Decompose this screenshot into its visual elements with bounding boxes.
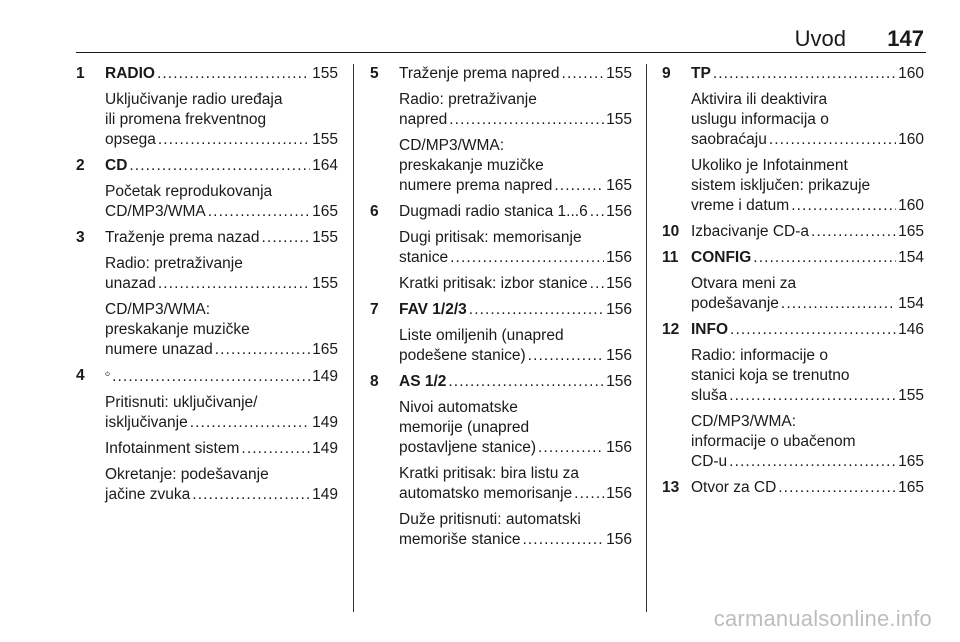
index-entry xyxy=(662,222,924,242)
page-reference[interactable]: 165 xyxy=(606,177,632,194)
entry-text: Duže pritisnuti: automatski xyxy=(399,511,581,528)
entry-number: 8 xyxy=(370,373,379,390)
entry-text: Izbacivanje CD-a xyxy=(691,223,810,240)
entry-text: Pritisnuti: uključivanje/ xyxy=(105,394,258,411)
index-line xyxy=(691,248,924,268)
index-line xyxy=(691,320,924,340)
entry-text: CD/MP3/WMA: xyxy=(399,137,505,154)
entry-text: Radio: pretraživanje xyxy=(105,255,243,272)
entry-text: Dugi pritisak: memorisanje xyxy=(399,229,582,246)
entry-number: 2 xyxy=(76,157,85,174)
index-line xyxy=(399,464,632,484)
page-reference[interactable]: 156 xyxy=(606,531,632,548)
index-line xyxy=(105,465,338,485)
index-line xyxy=(105,340,338,360)
entry-text: informacije o ubačenom xyxy=(691,433,856,450)
page-reference[interactable]: 155 xyxy=(312,65,338,82)
index-entry xyxy=(662,248,924,314)
sub-entry xyxy=(370,90,632,130)
page-reference[interactable]: 155 xyxy=(606,111,632,128)
index-entry xyxy=(76,64,338,150)
index-line xyxy=(399,300,632,320)
dot-leader xyxy=(190,413,310,433)
page-reference[interactable]: 160 xyxy=(898,197,924,214)
index-entry xyxy=(370,372,632,550)
page-reference[interactable]: 156 xyxy=(606,373,632,390)
index-line xyxy=(399,176,632,196)
index-line xyxy=(691,346,924,366)
entry-text: Aktivira ili deaktivira xyxy=(691,91,828,108)
entry-text: vreme i datum xyxy=(691,197,790,214)
index-line xyxy=(105,485,338,505)
index-line xyxy=(105,366,338,387)
entry-text: stanici koja se trenutno xyxy=(691,367,850,384)
index-line xyxy=(691,294,924,314)
dot-leader xyxy=(590,274,604,294)
entry-text: Početak reprodukovanja xyxy=(105,183,273,200)
section-title: Uvod xyxy=(794,26,846,51)
column-divider xyxy=(646,64,647,612)
index-line xyxy=(691,412,924,432)
index-line xyxy=(399,372,632,392)
page-reference[interactable]: 156 xyxy=(606,275,632,292)
entry-number: 4 xyxy=(76,367,85,384)
page-reference[interactable]: 155 xyxy=(312,275,338,292)
dot-leader xyxy=(769,130,896,150)
entry-number: 12 xyxy=(662,321,680,338)
index-line xyxy=(691,222,924,242)
index-line xyxy=(691,176,924,196)
entry-text: unazad xyxy=(105,275,156,292)
page-reference[interactable]: 156 xyxy=(606,347,632,364)
entry-number: 9 xyxy=(662,65,671,82)
sub-entry xyxy=(370,274,632,294)
index-entry xyxy=(662,478,924,498)
page-reference[interactable]: 156 xyxy=(606,439,632,456)
index-line xyxy=(691,110,924,130)
index-line xyxy=(399,136,632,156)
entry-number: 1 xyxy=(76,65,85,82)
entry-text: Nivoi automatske xyxy=(399,399,518,416)
dot-leader xyxy=(450,248,604,268)
column-2 xyxy=(370,64,632,550)
entry-text: numere prema napred xyxy=(399,177,553,194)
entry-text: TP xyxy=(691,65,711,82)
dot-leader xyxy=(562,64,605,84)
entry-text: sistem isključen: prikazuje xyxy=(691,177,871,194)
index-line xyxy=(105,156,338,176)
dot-leader xyxy=(729,452,896,472)
index-entry xyxy=(662,320,924,472)
page-reference[interactable]: 149 xyxy=(312,414,338,431)
entry-number: 6 xyxy=(370,203,379,220)
index-line xyxy=(691,274,924,294)
entry-number: 13 xyxy=(662,479,680,496)
dot-leader xyxy=(811,222,896,242)
page-reference[interactable]: 155 xyxy=(312,229,338,246)
entry-text: memorije (unapred xyxy=(399,419,530,436)
index-line xyxy=(691,196,924,216)
index-line xyxy=(399,156,632,176)
entry-text: Dugmadi radio stanica 1...6 xyxy=(399,203,588,220)
entry-text: stanice xyxy=(399,249,449,266)
dot-leader xyxy=(528,346,604,366)
entry-text: FAV 1/2/3 xyxy=(399,301,467,318)
column-3 xyxy=(662,64,924,498)
entry-text: ili promena frekventnog xyxy=(105,111,267,128)
page-reference[interactable]: 154 xyxy=(898,295,924,312)
sub-entry xyxy=(370,326,632,366)
sub-entry xyxy=(370,510,632,550)
entry-text: Traženje prema napred xyxy=(399,65,560,82)
index-entry xyxy=(370,202,632,294)
index-line xyxy=(399,202,632,222)
entry-text: CD-u xyxy=(691,453,728,470)
entry-text: numere unazad xyxy=(105,341,213,358)
index-line xyxy=(105,300,338,320)
index-line xyxy=(399,510,632,530)
entry-text: Kratki pritisak: bira listu za xyxy=(399,465,580,482)
sub-entry xyxy=(662,346,924,406)
index-line xyxy=(399,418,632,438)
dot-leader xyxy=(158,274,310,294)
sub-entry xyxy=(76,393,338,433)
page-reference[interactable]: 165 xyxy=(898,453,924,470)
sub-entry xyxy=(662,412,924,472)
index-line xyxy=(399,248,632,268)
entry-text: Otvor za CD xyxy=(691,479,777,496)
dot-leader xyxy=(791,196,896,216)
page-reference[interactable]: 156 xyxy=(606,249,632,266)
index-line xyxy=(399,326,632,346)
entry-text: CD/MP3/WMA: xyxy=(105,301,211,318)
page-reference[interactable]: 156 xyxy=(606,301,632,318)
index-line xyxy=(105,64,338,84)
entry-text: Infotainment sistem xyxy=(105,440,240,457)
sub-entry xyxy=(662,274,924,314)
page-reference[interactable]: 156 xyxy=(606,203,632,220)
sub-entry xyxy=(370,228,632,268)
entry-text: uslugu informacija o xyxy=(691,111,829,128)
index-line xyxy=(691,478,924,498)
page-reference[interactable]: 155 xyxy=(312,131,338,148)
index-line xyxy=(691,156,924,176)
dot-leader xyxy=(208,202,310,222)
dot-leader xyxy=(262,228,311,248)
index-line xyxy=(691,366,924,386)
sub-entry xyxy=(662,156,924,216)
sub-entry xyxy=(76,300,338,360)
dot-leader xyxy=(522,530,604,550)
index-line xyxy=(399,484,632,504)
sub-entry xyxy=(76,465,338,505)
dot-leader xyxy=(730,320,896,340)
entry-text: INFO xyxy=(691,321,729,338)
sub-entry xyxy=(662,90,924,150)
index-line xyxy=(691,130,924,150)
page-number: 147 xyxy=(887,26,924,51)
page-reference[interactable]: 164 xyxy=(312,157,338,174)
page-reference[interactable]: 155 xyxy=(898,387,924,404)
index-line xyxy=(399,64,632,84)
entry-text: Radio: informacije o xyxy=(691,347,828,364)
entry-number: 5 xyxy=(370,65,379,82)
power-icon xyxy=(105,366,110,381)
page-reference[interactable]: 165 xyxy=(312,341,338,358)
entry-text: preskakanje muzičke xyxy=(399,157,544,174)
dot-leader xyxy=(590,202,604,222)
index-entry xyxy=(76,366,338,505)
index-line xyxy=(399,530,632,550)
page-reference[interactable]: 165 xyxy=(898,223,924,240)
dot-leader xyxy=(129,156,310,176)
dot-leader xyxy=(469,300,604,320)
dot-leader xyxy=(554,176,604,196)
entry-text: sluša xyxy=(691,387,728,404)
index-line xyxy=(399,110,632,130)
entry-text: Okretanje: podešavanje xyxy=(105,466,269,483)
sub-entry xyxy=(370,398,632,458)
entry-text: Uključivanje radio uređaja xyxy=(105,91,283,108)
index-line xyxy=(105,90,338,110)
index-line xyxy=(105,439,338,459)
entry-text: automatsko memorisanje xyxy=(399,485,573,502)
index-line xyxy=(691,386,924,406)
index-line xyxy=(105,413,338,433)
index-line xyxy=(399,90,632,110)
index-line xyxy=(105,320,338,340)
entry-number: 10 xyxy=(662,223,680,240)
index-line xyxy=(691,90,924,110)
page-reference[interactable]: 155 xyxy=(606,65,632,82)
index-line xyxy=(105,274,338,294)
dot-leader xyxy=(574,484,604,504)
sub-entry xyxy=(76,182,338,222)
page-reference[interactable]: 160 xyxy=(898,131,924,148)
index-line xyxy=(105,254,338,274)
entry-text: postavljene stanice) xyxy=(399,439,536,456)
sub-entry xyxy=(370,464,632,504)
index-line xyxy=(691,432,924,452)
index-entry xyxy=(76,228,338,360)
index-entry xyxy=(662,64,924,216)
index-line xyxy=(399,346,632,366)
dot-leader xyxy=(215,340,310,360)
entry-text: CD/MP3/WMA: xyxy=(691,413,797,430)
index-line xyxy=(105,110,338,130)
index-entry xyxy=(370,300,632,366)
index-line xyxy=(399,274,632,294)
dot-leader xyxy=(781,294,896,314)
entry-text: CD/MP3/WMA xyxy=(105,203,206,220)
entry-text: podešavanje xyxy=(691,295,779,312)
entry-text: Traženje prema nazad xyxy=(105,229,260,246)
dot-leader xyxy=(778,478,896,498)
dot-leader xyxy=(449,110,604,130)
dot-leader xyxy=(538,438,604,458)
page-reference[interactable]: 149 xyxy=(312,486,338,503)
page-reference[interactable]: 149 xyxy=(312,368,338,385)
dot-leader xyxy=(729,386,896,406)
dot-leader xyxy=(713,64,896,84)
dot-leader xyxy=(753,248,896,268)
entry-text: Radio: pretraživanje xyxy=(399,91,537,108)
index-line xyxy=(691,64,924,84)
column-1 xyxy=(76,64,338,505)
dot-leader xyxy=(112,367,310,387)
entry-text: Otvara meni za xyxy=(691,275,797,292)
entry-text: napred xyxy=(399,111,448,128)
index-line xyxy=(691,452,924,472)
dot-leader xyxy=(241,439,310,459)
index-line xyxy=(399,398,632,418)
entry-text: Liste omiljenih (unapred xyxy=(399,327,564,344)
dot-leader xyxy=(192,485,310,505)
page-reference[interactable]: 160 xyxy=(898,65,924,82)
dot-leader xyxy=(158,130,310,150)
dot-leader xyxy=(448,372,604,392)
page-header xyxy=(76,22,926,53)
entry-text: RADIO xyxy=(105,65,155,82)
sub-entry xyxy=(76,90,338,150)
index-line xyxy=(105,130,338,150)
entry-text: memoriše stanice xyxy=(399,531,521,548)
page-reference[interactable]: 156 xyxy=(606,485,632,502)
page-reference[interactable]: 154 xyxy=(898,249,924,266)
entry-number: 7 xyxy=(370,301,379,318)
index-line xyxy=(105,182,338,202)
sub-entry xyxy=(76,254,338,294)
page-reference[interactable]: 149 xyxy=(312,440,338,457)
entry-number: 3 xyxy=(76,229,85,246)
entry-text: jačine zvuka xyxy=(105,486,191,503)
entry-text: preskakanje muzičke xyxy=(105,321,250,338)
entry-text: Kratki pritisak: izbor stanice xyxy=(399,275,588,292)
watermark: carmanualsonline.info xyxy=(713,606,932,631)
index-line xyxy=(105,202,338,222)
index-line xyxy=(105,393,338,413)
entry-text: podešene stanice) xyxy=(399,347,526,364)
sub-entry xyxy=(370,136,632,196)
entry-text: CD xyxy=(105,157,128,174)
entry-number: 11 xyxy=(662,249,679,266)
page-reference[interactable]: 165 xyxy=(312,203,338,220)
index-line xyxy=(399,438,632,458)
dot-leader xyxy=(157,64,310,84)
entry-text: Ukoliko je Infotainment xyxy=(691,157,848,174)
page-reference[interactable]: 165 xyxy=(898,479,924,496)
sub-entry xyxy=(76,439,338,459)
index-line xyxy=(105,228,338,248)
column-divider xyxy=(353,64,354,612)
page-reference[interactable]: 146 xyxy=(898,321,924,338)
entry-text: CONFIG xyxy=(691,249,752,266)
index-entry xyxy=(76,156,338,222)
entry-text: AS 1/2 xyxy=(399,373,447,390)
entry-text: saobraćaju xyxy=(691,131,767,148)
entry-text: opsega xyxy=(105,131,156,148)
index-line xyxy=(399,228,632,248)
index-entry xyxy=(370,64,632,196)
entry-text: isključivanje xyxy=(105,414,188,431)
